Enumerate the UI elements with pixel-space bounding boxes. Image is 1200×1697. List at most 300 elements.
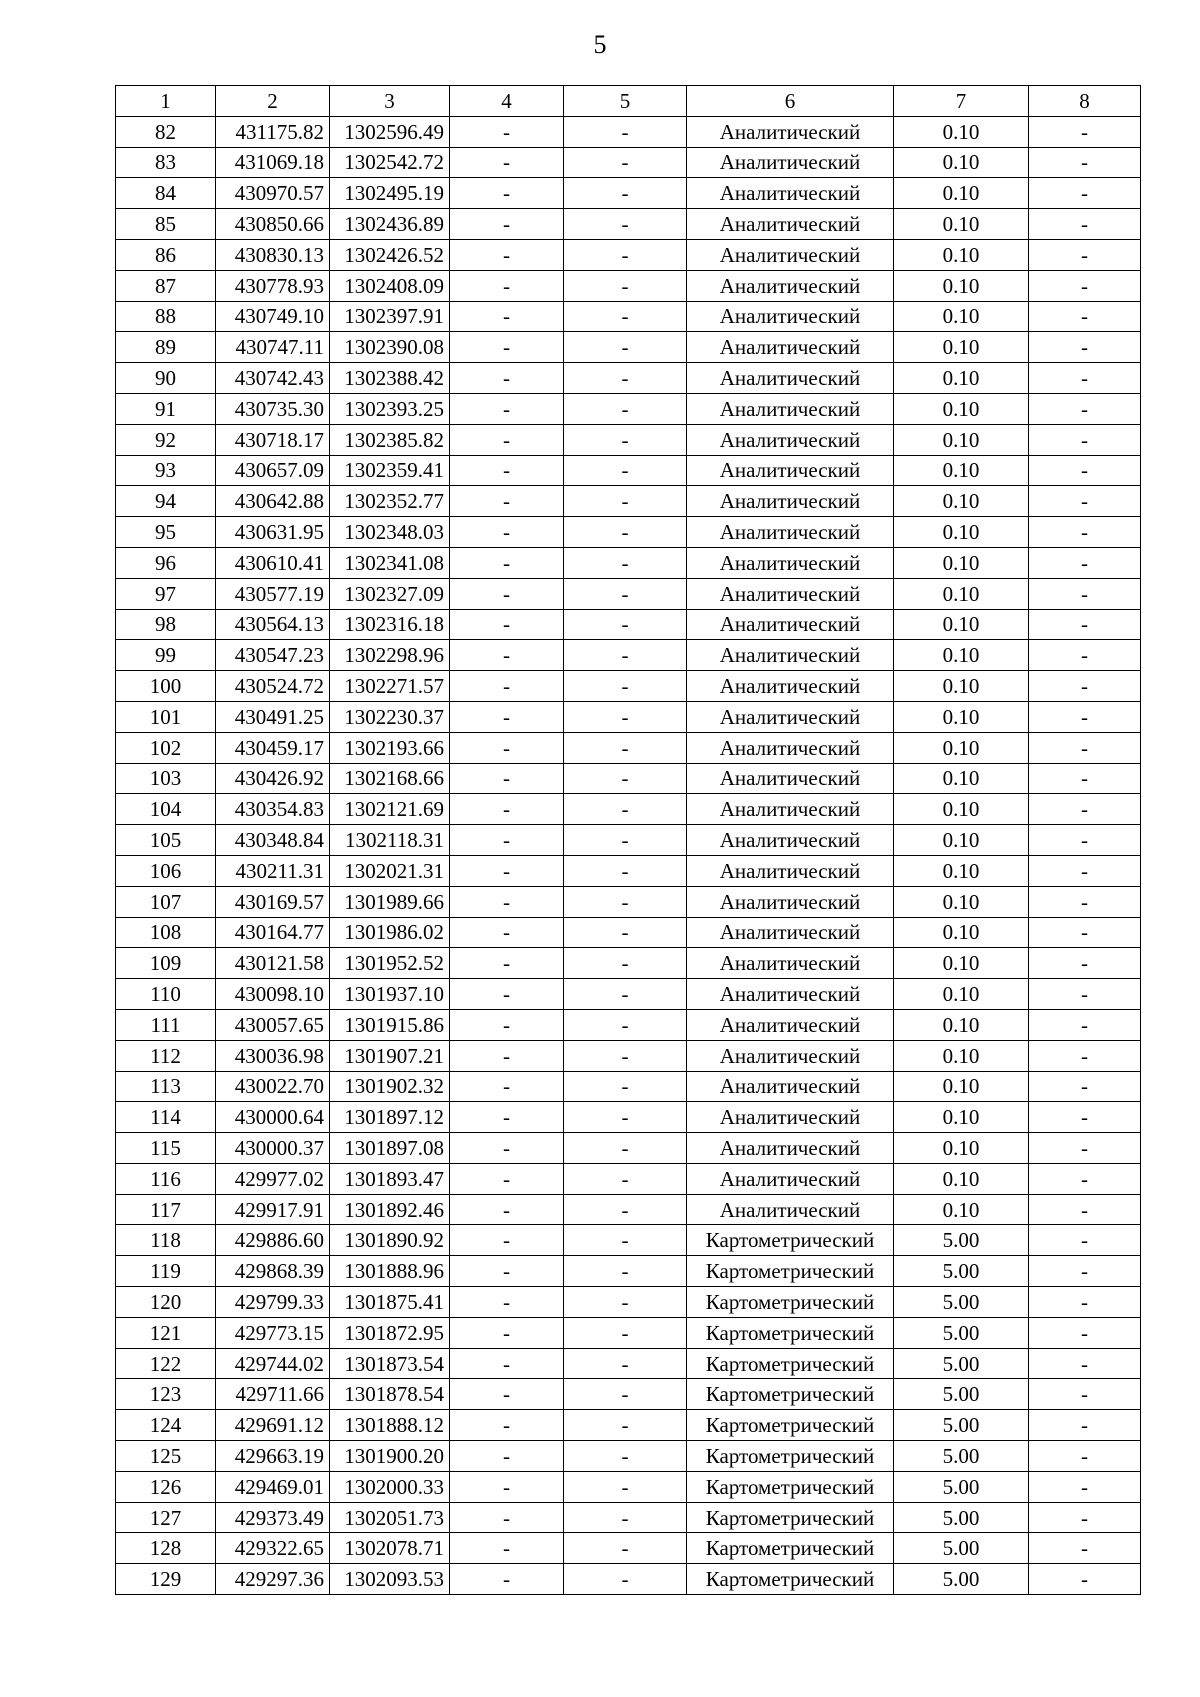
- x-coordinate-cell: 430211.31: [216, 855, 330, 886]
- method-cell: Аналитический: [687, 1009, 894, 1040]
- accuracy-cell: 0.10: [894, 1040, 1029, 1071]
- col-4-value-cell: -: [450, 1564, 564, 1595]
- col-5-value-cell: -: [564, 486, 687, 517]
- x-coordinate-cell: 429322.65: [216, 1533, 330, 1564]
- table-row: [116, 732, 1141, 763]
- y-coordinate-cell: 1301986.02: [330, 917, 450, 948]
- accuracy-cell: 0.10: [894, 301, 1029, 332]
- method-cell: Картометрический: [687, 1502, 894, 1533]
- col-5-value-cell: -: [564, 1471, 687, 1502]
- col-5-value-cell: -: [564, 332, 687, 363]
- y-coordinate-cell: 1302390.08: [330, 332, 450, 363]
- col-8-value-cell: -: [1029, 1225, 1141, 1256]
- method-cell: Аналитический: [687, 301, 894, 332]
- coordinates-table: [115, 85, 1141, 1595]
- x-coordinate-cell: 429799.33: [216, 1287, 330, 1318]
- y-coordinate-cell: 1301900.20: [330, 1441, 450, 1472]
- y-coordinate-cell: 1301907.21: [330, 1040, 450, 1071]
- table-row: [116, 1502, 1141, 1533]
- col-8-value-cell: -: [1029, 763, 1141, 794]
- col-8-value-cell: -: [1029, 517, 1141, 548]
- y-coordinate-cell: 1302426.52: [330, 239, 450, 270]
- point-number-cell: 103: [116, 763, 216, 794]
- col-5-value-cell: -: [564, 239, 687, 270]
- y-coordinate-cell: 1302316.18: [330, 609, 450, 640]
- x-coordinate-cell: 430631.95: [216, 517, 330, 548]
- table-row: [116, 1194, 1141, 1225]
- x-coordinate-cell: 430718.17: [216, 424, 330, 455]
- col-4-value-cell: -: [450, 301, 564, 332]
- col-5-value-cell: -: [564, 270, 687, 301]
- method-cell: Аналитический: [687, 424, 894, 455]
- point-number-cell: 111: [116, 1009, 216, 1040]
- method-cell: Аналитический: [687, 578, 894, 609]
- accuracy-cell: 0.10: [894, 147, 1029, 178]
- col-4-value-cell: -: [450, 270, 564, 301]
- col-4-value-cell: -: [450, 701, 564, 732]
- col-4-value-cell: -: [450, 609, 564, 640]
- accuracy-cell: 5.00: [894, 1225, 1029, 1256]
- col-8-value-cell: -: [1029, 393, 1141, 424]
- method-cell: Аналитический: [687, 979, 894, 1010]
- table-row: [116, 609, 1141, 640]
- method-cell: Аналитический: [687, 363, 894, 394]
- col-8-value-cell: -: [1029, 1317, 1141, 1348]
- accuracy-cell: 0.10: [894, 1133, 1029, 1164]
- y-coordinate-cell: 1301878.54: [330, 1379, 450, 1410]
- col-8-value-cell: -: [1029, 1564, 1141, 1595]
- x-coordinate-cell: 430524.72: [216, 671, 330, 702]
- y-coordinate-cell: 1302051.73: [330, 1502, 450, 1533]
- col-8-value-cell: -: [1029, 424, 1141, 455]
- col-5-value-cell: -: [564, 1410, 687, 1441]
- table-row: [116, 763, 1141, 794]
- col-5-value-cell: -: [564, 825, 687, 856]
- col-8-value-cell: -: [1029, 640, 1141, 671]
- col-4-value-cell: -: [450, 1441, 564, 1472]
- table-row: [116, 1256, 1141, 1287]
- method-cell: Аналитический: [687, 486, 894, 517]
- col-8-value-cell: -: [1029, 1009, 1141, 1040]
- method-cell: Аналитический: [687, 178, 894, 209]
- y-coordinate-cell: 1302078.71: [330, 1533, 450, 1564]
- col-5-value-cell: -: [564, 671, 687, 702]
- table-row: [116, 1348, 1141, 1379]
- table-row: [116, 917, 1141, 948]
- accuracy-cell: 0.10: [894, 1009, 1029, 1040]
- y-coordinate-cell: 1301892.46: [330, 1194, 450, 1225]
- accuracy-cell: 0.10: [894, 917, 1029, 948]
- col-8-value-cell: -: [1029, 1040, 1141, 1071]
- col-4-value-cell: -: [450, 393, 564, 424]
- method-cell: Аналитический: [687, 393, 894, 424]
- x-coordinate-cell: 430491.25: [216, 701, 330, 732]
- x-coordinate-cell: 430169.57: [216, 886, 330, 917]
- y-coordinate-cell: 1301875.41: [330, 1287, 450, 1318]
- col-4-value-cell: -: [450, 917, 564, 948]
- col-5-value-cell: -: [564, 1102, 687, 1133]
- accuracy-cell: 0.10: [894, 609, 1029, 640]
- point-number-cell: 119: [116, 1256, 216, 1287]
- method-cell: Аналитический: [687, 855, 894, 886]
- y-coordinate-cell: 1302393.25: [330, 393, 450, 424]
- method-cell: Картометрический: [687, 1379, 894, 1410]
- col-8-value-cell: -: [1029, 116, 1141, 147]
- col-5-value-cell: -: [564, 855, 687, 886]
- col-8-value-cell: -: [1029, 239, 1141, 270]
- method-cell: Аналитический: [687, 917, 894, 948]
- col-8-value-cell: -: [1029, 1071, 1141, 1102]
- y-coordinate-cell: 1301890.92: [330, 1225, 450, 1256]
- col-5-value-cell: -: [564, 917, 687, 948]
- accuracy-cell: 0.10: [894, 578, 1029, 609]
- method-cell: Картометрический: [687, 1441, 894, 1472]
- y-coordinate-cell: 1301902.32: [330, 1071, 450, 1102]
- col-4-value-cell: -: [450, 1163, 564, 1194]
- x-coordinate-cell: 429886.60: [216, 1225, 330, 1256]
- accuracy-cell: 5.00: [894, 1287, 1029, 1318]
- table-row: [116, 1133, 1141, 1164]
- point-number-cell: 85: [116, 209, 216, 240]
- method-cell: Аналитический: [687, 1194, 894, 1225]
- x-coordinate-cell: 430610.41: [216, 547, 330, 578]
- accuracy-cell: 0.10: [894, 1102, 1029, 1133]
- y-coordinate-cell: 1302352.77: [330, 486, 450, 517]
- accuracy-cell: 0.10: [894, 763, 1029, 794]
- col-4-value-cell: -: [450, 1040, 564, 1071]
- col-5-value-cell: -: [564, 455, 687, 486]
- x-coordinate-cell: 429469.01: [216, 1471, 330, 1502]
- table-row: [116, 578, 1141, 609]
- point-number-cell: 100: [116, 671, 216, 702]
- method-cell: Аналитический: [687, 671, 894, 702]
- x-coordinate-cell: 430830.13: [216, 239, 330, 270]
- col-4-value-cell: -: [450, 1533, 564, 1564]
- accuracy-cell: 0.10: [894, 486, 1029, 517]
- col-5-value-cell: -: [564, 1009, 687, 1040]
- col-4-value-cell: -: [450, 1348, 564, 1379]
- y-coordinate-cell: 1301952.52: [330, 948, 450, 979]
- col-8-value-cell: -: [1029, 1194, 1141, 1225]
- accuracy-cell: 5.00: [894, 1348, 1029, 1379]
- point-number-cell: 117: [116, 1194, 216, 1225]
- table-row: [116, 517, 1141, 548]
- point-number-cell: 118: [116, 1225, 216, 1256]
- point-number-cell: 93: [116, 455, 216, 486]
- point-number-cell: 129: [116, 1564, 216, 1595]
- x-coordinate-cell: 430000.64: [216, 1102, 330, 1133]
- col-4-value-cell: -: [450, 178, 564, 209]
- table-row: [116, 1471, 1141, 1502]
- table-row: [116, 886, 1141, 917]
- point-number-cell: 92: [116, 424, 216, 455]
- point-number-cell: 123: [116, 1379, 216, 1410]
- table-header: [116, 86, 1141, 117]
- point-number-cell: 88: [116, 301, 216, 332]
- accuracy-cell: 0.10: [894, 363, 1029, 394]
- col-8-value-cell: -: [1029, 1441, 1141, 1472]
- y-coordinate-cell: 1302388.42: [330, 363, 450, 394]
- y-coordinate-cell: 1301873.54: [330, 1348, 450, 1379]
- col-8-value-cell: -: [1029, 363, 1141, 394]
- accuracy-cell: 5.00: [894, 1317, 1029, 1348]
- y-coordinate-cell: 1302093.53: [330, 1564, 450, 1595]
- table-row: [116, 239, 1141, 270]
- col-4-value-cell: -: [450, 455, 564, 486]
- table-row: [116, 640, 1141, 671]
- col-4-value-cell: -: [450, 825, 564, 856]
- col-8-value-cell: -: [1029, 1256, 1141, 1287]
- table-row: [116, 486, 1141, 517]
- x-coordinate-cell: 430121.58: [216, 948, 330, 979]
- method-cell: Аналитический: [687, 886, 894, 917]
- accuracy-cell: 0.10: [894, 701, 1029, 732]
- col-5-value-cell: -: [564, 578, 687, 609]
- accuracy-cell: 0.10: [894, 178, 1029, 209]
- x-coordinate-cell: 430747.11: [216, 332, 330, 363]
- point-number-cell: 108: [116, 917, 216, 948]
- col-5-value-cell: -: [564, 1564, 687, 1595]
- point-number-cell: 116: [116, 1163, 216, 1194]
- col-8-value-cell: -: [1029, 917, 1141, 948]
- x-coordinate-cell: 429773.15: [216, 1317, 330, 1348]
- y-coordinate-cell: 1302121.69: [330, 794, 450, 825]
- col-8-value-cell: -: [1029, 178, 1141, 209]
- col-4-value-cell: -: [450, 1410, 564, 1441]
- col-5-value-cell: -: [564, 609, 687, 640]
- y-coordinate-cell: 1302021.31: [330, 855, 450, 886]
- point-number-cell: 105: [116, 825, 216, 856]
- accuracy-cell: 5.00: [894, 1564, 1029, 1595]
- method-cell: Аналитический: [687, 1133, 894, 1164]
- method-cell: Аналитический: [687, 794, 894, 825]
- col-8-value-cell: -: [1029, 486, 1141, 517]
- table-row: [116, 1071, 1141, 1102]
- accuracy-cell: 5.00: [894, 1256, 1029, 1287]
- x-coordinate-cell: 430022.70: [216, 1071, 330, 1102]
- point-number-cell: 86: [116, 239, 216, 270]
- point-number-cell: 90: [116, 363, 216, 394]
- table-row: [116, 1379, 1141, 1410]
- y-coordinate-cell: 1301872.95: [330, 1317, 450, 1348]
- x-coordinate-cell: 429744.02: [216, 1348, 330, 1379]
- col-4-value-cell: -: [450, 1102, 564, 1133]
- point-number-cell: 99: [116, 640, 216, 671]
- method-cell: Аналитический: [687, 1040, 894, 1071]
- y-coordinate-cell: 1302271.57: [330, 671, 450, 702]
- accuracy-cell: 0.10: [894, 1194, 1029, 1225]
- col-4-value-cell: -: [450, 486, 564, 517]
- method-cell: Аналитический: [687, 239, 894, 270]
- point-number-cell: 126: [116, 1471, 216, 1502]
- col-8-value-cell: -: [1029, 732, 1141, 763]
- header-cell-5: 5: [564, 86, 687, 117]
- header-cell-8: 8: [1029, 86, 1141, 117]
- accuracy-cell: 0.10: [894, 640, 1029, 671]
- col-8-value-cell: -: [1029, 147, 1141, 178]
- table-row: [116, 1163, 1141, 1194]
- x-coordinate-cell: 430577.19: [216, 578, 330, 609]
- col-4-value-cell: -: [450, 671, 564, 702]
- point-number-cell: 102: [116, 732, 216, 763]
- table-row: [116, 1040, 1141, 1071]
- point-number-cell: 113: [116, 1071, 216, 1102]
- x-coordinate-cell: 430057.65: [216, 1009, 330, 1040]
- col-8-value-cell: -: [1029, 1533, 1141, 1564]
- y-coordinate-cell: 1302385.82: [330, 424, 450, 455]
- col-8-value-cell: -: [1029, 270, 1141, 301]
- col-4-value-cell: -: [450, 979, 564, 1010]
- col-5-value-cell: -: [564, 1533, 687, 1564]
- col-8-value-cell: -: [1029, 332, 1141, 363]
- table-row: [116, 979, 1141, 1010]
- x-coordinate-cell: 430735.30: [216, 393, 330, 424]
- col-4-value-cell: -: [450, 363, 564, 394]
- col-4-value-cell: -: [450, 1194, 564, 1225]
- accuracy-cell: 0.10: [894, 517, 1029, 548]
- col-8-value-cell: -: [1029, 301, 1141, 332]
- table-row: [116, 1287, 1141, 1318]
- table-row: [116, 1225, 1141, 1256]
- col-8-value-cell: -: [1029, 794, 1141, 825]
- header-cell-2: 2: [216, 86, 330, 117]
- col-8-value-cell: -: [1029, 455, 1141, 486]
- table-row: [116, 1533, 1141, 1564]
- point-number-cell: 109: [116, 948, 216, 979]
- col-4-value-cell: -: [450, 763, 564, 794]
- col-5-value-cell: -: [564, 363, 687, 394]
- point-number-cell: 104: [116, 794, 216, 825]
- point-number-cell: 82: [116, 116, 216, 147]
- y-coordinate-cell: 1302596.49: [330, 116, 450, 147]
- point-number-cell: 97: [116, 578, 216, 609]
- x-coordinate-cell: 430742.43: [216, 363, 330, 394]
- header-cell-4: 4: [450, 86, 564, 117]
- col-4-value-cell: -: [450, 1471, 564, 1502]
- x-coordinate-cell: 429663.19: [216, 1441, 330, 1472]
- header-cell-6: 6: [687, 86, 894, 117]
- col-4-value-cell: -: [450, 1009, 564, 1040]
- col-4-value-cell: -: [450, 1287, 564, 1318]
- col-8-value-cell: -: [1029, 209, 1141, 240]
- point-number-cell: 124: [116, 1410, 216, 1441]
- col-4-value-cell: -: [450, 855, 564, 886]
- col-5-value-cell: -: [564, 1256, 687, 1287]
- y-coordinate-cell: 1302397.91: [330, 301, 450, 332]
- header-row: [116, 86, 1141, 117]
- col-4-value-cell: -: [450, 424, 564, 455]
- method-cell: Картометрический: [687, 1317, 894, 1348]
- table-row: [116, 855, 1141, 886]
- col-8-value-cell: -: [1029, 609, 1141, 640]
- col-4-value-cell: -: [450, 517, 564, 548]
- col-4-value-cell: -: [450, 547, 564, 578]
- point-number-cell: 114: [116, 1102, 216, 1133]
- method-cell: Аналитический: [687, 1163, 894, 1194]
- x-coordinate-cell: 430778.93: [216, 270, 330, 301]
- table-row: [116, 701, 1141, 732]
- col-8-value-cell: -: [1029, 1102, 1141, 1133]
- col-4-value-cell: -: [450, 1225, 564, 1256]
- point-number-cell: 121: [116, 1317, 216, 1348]
- accuracy-cell: 0.10: [894, 732, 1029, 763]
- col-8-value-cell: -: [1029, 825, 1141, 856]
- point-number-cell: 83: [116, 147, 216, 178]
- y-coordinate-cell: 1301897.08: [330, 1133, 450, 1164]
- x-coordinate-cell: 430459.17: [216, 732, 330, 763]
- method-cell: Картометрический: [687, 1410, 894, 1441]
- method-cell: Аналитический: [687, 1071, 894, 1102]
- col-8-value-cell: -: [1029, 1133, 1141, 1164]
- col-8-value-cell: -: [1029, 1163, 1141, 1194]
- y-coordinate-cell: 1302359.41: [330, 455, 450, 486]
- page-number: 5: [593, 30, 607, 59]
- col-4-value-cell: -: [450, 1317, 564, 1348]
- table-row: [116, 1564, 1141, 1595]
- col-5-value-cell: -: [564, 1194, 687, 1225]
- point-number-cell: 110: [116, 979, 216, 1010]
- x-coordinate-cell: 430164.77: [216, 917, 330, 948]
- col-5-value-cell: -: [564, 1441, 687, 1472]
- x-coordinate-cell: 430098.10: [216, 979, 330, 1010]
- table-row: [116, 178, 1141, 209]
- method-cell: Аналитический: [687, 116, 894, 147]
- col-4-value-cell: -: [450, 332, 564, 363]
- y-coordinate-cell: 1302495.19: [330, 178, 450, 209]
- x-coordinate-cell: 429691.12: [216, 1410, 330, 1441]
- accuracy-cell: 0.10: [894, 209, 1029, 240]
- x-coordinate-cell: 430354.83: [216, 794, 330, 825]
- accuracy-cell: 0.10: [894, 825, 1029, 856]
- col-5-value-cell: -: [564, 732, 687, 763]
- table-row: [116, 1410, 1141, 1441]
- point-number-cell: 128: [116, 1533, 216, 1564]
- col-8-value-cell: -: [1029, 1287, 1141, 1318]
- x-coordinate-cell: 430749.10: [216, 301, 330, 332]
- y-coordinate-cell: 1302341.08: [330, 547, 450, 578]
- x-coordinate-cell: 430000.37: [216, 1133, 330, 1164]
- col-5-value-cell: -: [564, 948, 687, 979]
- col-5-value-cell: -: [564, 1225, 687, 1256]
- method-cell: Аналитический: [687, 209, 894, 240]
- method-cell: Аналитический: [687, 825, 894, 856]
- point-number-cell: 89: [116, 332, 216, 363]
- col-8-value-cell: -: [1029, 1410, 1141, 1441]
- col-8-value-cell: -: [1029, 701, 1141, 732]
- accuracy-cell: 0.10: [894, 393, 1029, 424]
- x-coordinate-cell: 430348.84: [216, 825, 330, 856]
- col-8-value-cell: -: [1029, 886, 1141, 917]
- accuracy-cell: 5.00: [894, 1502, 1029, 1533]
- table-row: [116, 116, 1141, 147]
- accuracy-cell: 0.10: [894, 855, 1029, 886]
- y-coordinate-cell: 1301937.10: [330, 979, 450, 1010]
- table-row: [116, 825, 1141, 856]
- col-5-value-cell: -: [564, 178, 687, 209]
- table-body: [116, 116, 1141, 1594]
- y-coordinate-cell: 1301893.47: [330, 1163, 450, 1194]
- table-row: [116, 547, 1141, 578]
- accuracy-cell: 0.10: [894, 547, 1029, 578]
- col-8-value-cell: -: [1029, 1348, 1141, 1379]
- point-number-cell: 91: [116, 393, 216, 424]
- table-row: [116, 147, 1141, 178]
- accuracy-cell: 0.10: [894, 116, 1029, 147]
- col-5-value-cell: -: [564, 1071, 687, 1102]
- method-cell: Аналитический: [687, 1102, 894, 1133]
- col-5-value-cell: -: [564, 301, 687, 332]
- col-5-value-cell: -: [564, 517, 687, 548]
